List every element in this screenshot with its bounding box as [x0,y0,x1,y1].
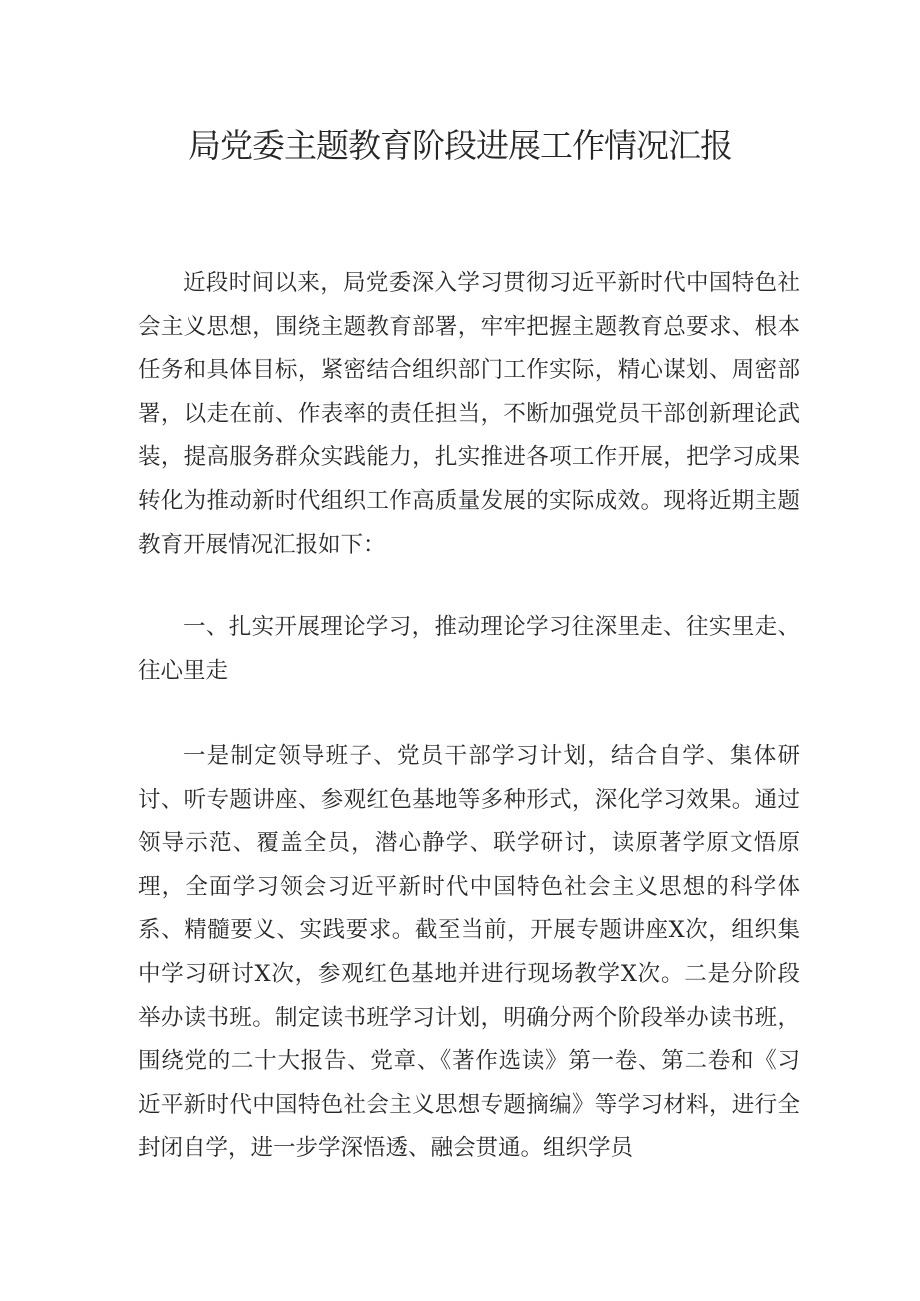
section-heading-1: 一、扎实开展理论学习，推动理论学习往深里走、往实里走、往心里走 [138,614,800,684]
paragraph-section-1-body: 一是制定领导班子、党员干部学习计划，结合自学、集体研讨、听专题讲座、参观红色基地等多种形式，深化学习效果。通过领导示范、覆盖全员，潜心静学、联学研讨，读原著学原文悟原理，全面学习领会习近平新时代中国特色社会主义思想的科学体系、精髓要义、实践要求。截至当前，开展专题讲座X次，组织集中学习研讨X次，参观红色基地并进行现场教学X次。二是分阶段举办读书班。制定读书班学习计划，明确分两个阶段举办读书班，围绕党的二十大报告、党章、《著作选读》第一卷、第二卷和《习近平新时代中国特色社会主义思想专题摘编》等学习材料，进行全封闭自学，进一步学深悟透、融会贯通。组织学员 [138,743,800,1162]
document-title: 局党委主题教育阶段进展工作情况汇报 [188,126,732,165]
paragraph-intro: 近段时间以来，局党委深入学习贯彻习近平新时代中国特色社会主义思想，围绕主题教育部署，牢牢把握主题教育总要求、根本任务和具体目标，紧密结合组织部门工作实际，精心谋划、周密部署，以走在前、作表率的责任担当，不断加强党员干部创新理论武装，提高服务群众实践能力，扎实推进各项工作开展，把学习成果转化为推动新时代组织工作高质量发展的实际成效。现将近期主题教育开展情况汇报如下： [138,270,800,558]
